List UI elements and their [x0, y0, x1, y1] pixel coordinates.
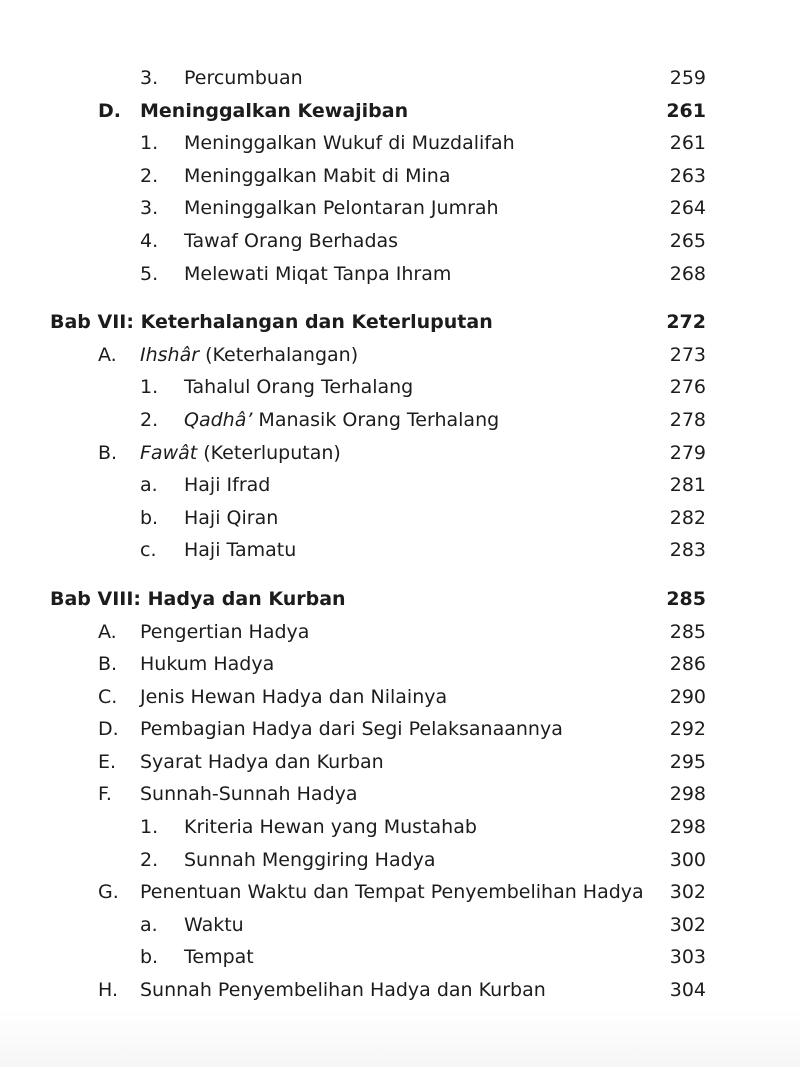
entry-marker: 5. — [140, 262, 159, 285]
entry-title — [184, 404, 499, 437]
entry-page: 273 — [669, 343, 706, 366]
toc-entry[interactable] — [0, 811, 800, 844]
entry-title-rest: (Keterhalangan) — [199, 343, 359, 366]
entry-title: Haji Tamatu — [184, 539, 297, 562]
entry-marker: 1. — [140, 376, 159, 399]
entry-page: 282 — [669, 506, 706, 529]
entry-page: 295 — [669, 750, 706, 773]
entry-title: Tawaf Orang Berhadas — [184, 229, 399, 252]
entry-page: 259 — [669, 67, 706, 89]
entry-title-italic: Qadhâ’ — [184, 408, 253, 431]
toc-entry[interactable] — [0, 616, 800, 649]
toc-entry[interactable] — [0, 713, 800, 746]
toc-entry[interactable] — [0, 469, 800, 502]
entry-page: 300 — [669, 848, 706, 871]
entry-marker: 2. — [140, 164, 159, 187]
toc-entry[interactable] — [0, 404, 800, 437]
chapter-page: 272 — [666, 311, 706, 334]
entry-page: 303 — [669, 946, 706, 969]
entry-marker: D. — [98, 718, 119, 741]
chapter-heading-bab-7[interactable] — [0, 306, 800, 339]
entry-page: 278 — [669, 408, 706, 431]
entry-marker: 1. — [140, 132, 159, 155]
toc-entry[interactable] — [0, 437, 800, 470]
entry-page: 302 — [669, 913, 706, 936]
entry-title: Haji Qiran — [184, 506, 279, 529]
entry-title: Meninggalkan Kewajiban — [140, 99, 409, 122]
toc-entry[interactable] — [0, 681, 800, 714]
entry-title: Sunnah Menggiring Hadya — [184, 848, 436, 871]
entry-marker: A. — [98, 620, 117, 643]
entry-title: Pembagian Hadya dari Segi Pelaksanaannya — [140, 718, 563, 741]
entry-page: 286 — [669, 653, 706, 676]
toc-entry[interactable] — [0, 95, 800, 128]
entry-title — [140, 339, 358, 372]
entry-marker: 3. — [140, 67, 159, 89]
entry-title: Kriteria Hewan yang Mustahab — [184, 816, 477, 839]
entry-title: Meninggalkan Pelontaran Jumrah — [184, 197, 499, 220]
toc-entry[interactable] — [0, 844, 800, 877]
entry-page: 298 — [669, 783, 706, 806]
toc-entry[interactable] — [0, 371, 800, 404]
entry-marker: A. — [98, 343, 117, 366]
toc-entry[interactable] — [0, 160, 800, 193]
toc-entry[interactable] — [0, 909, 800, 942]
toc-entry[interactable] — [0, 974, 800, 1007]
entry-page: 261 — [669, 132, 706, 155]
entry-title: Haji Ifrad — [184, 474, 271, 497]
toc-entry[interactable] — [0, 62, 800, 95]
entry-page: 298 — [669, 816, 706, 839]
entry-title: Sunnah-Sunnah Hadya — [140, 783, 358, 806]
entry-marker: B. — [98, 653, 118, 676]
entry-page: 283 — [669, 539, 706, 562]
toc-entry[interactable] — [0, 876, 800, 909]
toc-entry[interactable] — [0, 941, 800, 974]
entry-marker: b. — [140, 946, 159, 969]
entry-title: Meninggalkan Wukuf di Muzdalifah — [184, 132, 515, 155]
entry-marker: a. — [140, 474, 158, 497]
entry-marker: 4. — [140, 229, 159, 252]
entry-page: 263 — [669, 164, 706, 187]
entry-marker: 2. — [140, 848, 159, 871]
entry-marker: 1. — [140, 816, 159, 839]
entry-marker: C. — [98, 685, 118, 708]
entry-title-rest: (Keterluputan) — [197, 441, 341, 464]
entry-title: Syarat Hadya dan Kurban — [140, 750, 384, 773]
entry-title: Meninggalkan Mabit di Mina — [184, 164, 451, 187]
entry-page: 279 — [669, 441, 706, 464]
entry-page: 290 — [669, 685, 706, 708]
entry-page: 281 — [669, 474, 706, 497]
entry-title: Pengertian Hadya — [140, 620, 310, 643]
entry-title: Tahalul Orang Terhalang — [184, 376, 414, 399]
entry-page: 265 — [669, 229, 706, 252]
toc-entry[interactable] — [0, 534, 800, 567]
entry-page: 268 — [669, 262, 706, 285]
entry-marker: E. — [98, 750, 117, 773]
entry-title — [140, 437, 341, 470]
entry-page: 261 — [666, 99, 706, 122]
entry-marker: D. — [98, 99, 121, 122]
entry-title: Sunnah Penyembelihan Hadya dan Kurban — [140, 979, 546, 1002]
entry-page: 304 — [669, 979, 706, 1002]
entry-page: 285 — [669, 620, 706, 643]
entry-marker: 2. — [140, 408, 159, 431]
entry-title: Hukum Hadya — [140, 653, 275, 676]
entry-title: Melewati Miqat Tanpa Ihram — [184, 262, 452, 285]
toc-entry[interactable] — [0, 502, 800, 535]
entry-page: 264 — [669, 197, 706, 220]
entry-marker: c. — [140, 539, 157, 562]
chapter-heading-bab-8[interactable] — [0, 583, 800, 616]
entry-page: 302 — [669, 881, 706, 904]
chapter-page: 285 — [666, 587, 706, 610]
chapter-title: Bab VII: Keterhalangan dan Keterluputan — [50, 311, 493, 334]
toc-entry[interactable] — [0, 258, 800, 291]
entry-title: Waktu — [184, 913, 244, 936]
entry-title: Tempat — [184, 946, 254, 969]
toc-entry[interactable] — [0, 339, 800, 372]
toc-entry[interactable] — [0, 746, 800, 779]
entry-page: 292 — [669, 718, 706, 741]
toc-entry[interactable] — [0, 192, 800, 225]
entry-title: Penentuan Waktu dan Tempat Penyembelihan Hadya — [140, 881, 644, 904]
toc-entry[interactable] — [0, 778, 800, 811]
chapter-title: Bab VIII: Hadya dan Kurban — [50, 587, 346, 610]
toc-entry[interactable] — [0, 648, 800, 681]
entry-marker: 3. — [140, 197, 159, 220]
entry-marker: a. — [140, 913, 158, 936]
table-of-contents — [0, 62, 800, 1007]
page-bottom-shade — [0, 1010, 800, 1067]
toc-entry[interactable] — [0, 225, 800, 258]
entry-marker: b. — [140, 506, 159, 529]
entry-title: Jenis Hewan Hadya dan Nilainya — [140, 685, 448, 708]
entry-page: 276 — [669, 376, 706, 399]
entry-title-italic: Ihshâr — [140, 343, 200, 366]
entry-marker: G. — [98, 881, 119, 904]
entry-title-italic: Fawât — [140, 441, 198, 464]
entry-marker: F. — [98, 783, 112, 806]
entry-marker: H. — [98, 979, 118, 1002]
entry-marker: B. — [98, 441, 118, 464]
toc-entry[interactable] — [0, 127, 800, 160]
entry-title: Percumbuan — [184, 67, 303, 89]
entry-title-rest: Manasik Orang Terhalang — [252, 408, 500, 431]
